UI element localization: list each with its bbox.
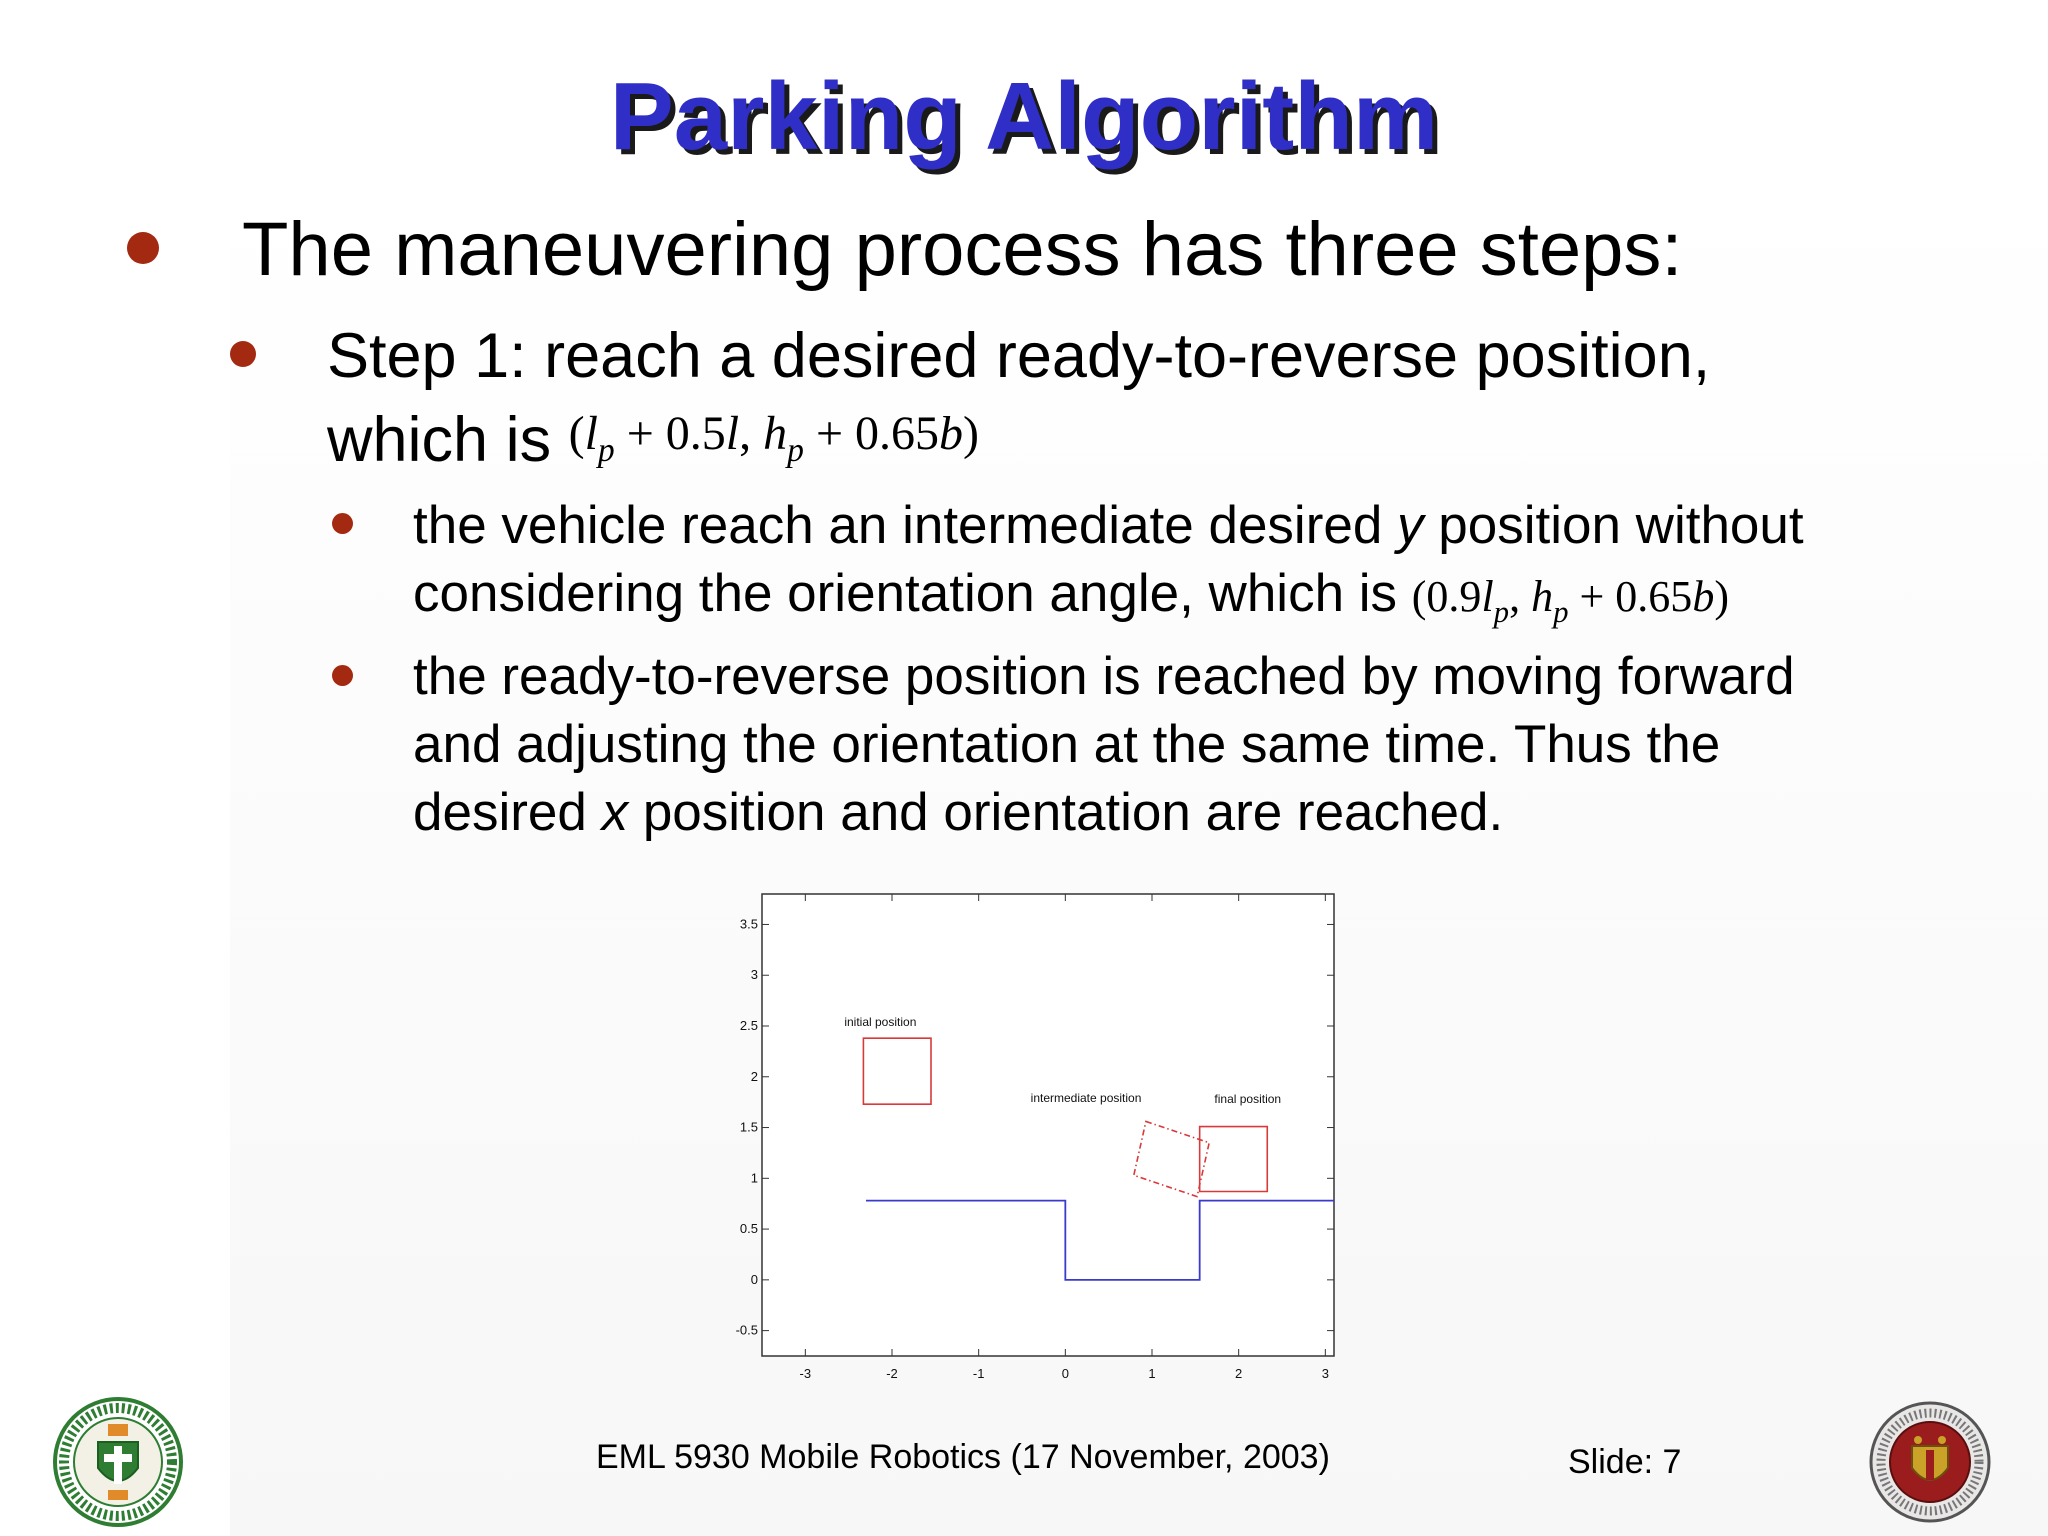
right-university-logo [1868, 1400, 1992, 1524]
chart-annotation: initial position [844, 1015, 917, 1029]
y-tick-label: 2 [750, 1068, 758, 1084]
bullet-marker [230, 341, 256, 367]
sub1-formula: ($0.9l_p$, $h_p + 0.65b$) [1411, 572, 1729, 629]
sub2-line1: the ready-to-reverse position is reached by moving forward [413, 647, 1795, 706]
x-tick-label: -2 [886, 1366, 898, 1381]
famu-seal-icon [52, 1396, 184, 1528]
step1-line1: Step 1: reach a desired ready-to-reverse position, [327, 321, 1711, 391]
slide-title: Parking Algorithm [609, 63, 1439, 170]
x-tick-label: 1 [1148, 1366, 1156, 1381]
step1-line2 [327, 404, 979, 482]
x-tick-label: 3 [1321, 1366, 1329, 1381]
sub1-line1: the vehicle reach an intermediate desired y position without [413, 496, 1804, 555]
sub2-line2: and adjusting the orientation at the same time. Thus the [413, 715, 1721, 774]
parking-chart [700, 880, 1360, 1381]
footer-slide-number: Slide: 7 [1568, 1443, 1682, 1481]
step1-prefix: which is [327, 405, 552, 475]
x-tick-label: 2 [1235, 1366, 1243, 1381]
x-tick-label: -1 [972, 1366, 985, 1381]
y-tick-label: -0.5 [735, 1322, 758, 1338]
chart-annotation: final position [1214, 1092, 1282, 1107]
y-tick-label: 0 [750, 1271, 758, 1287]
sub1-line2: considering the orientation angle, which is ($0.9l_p$, $h_p + 0.65b$) [413, 564, 1729, 629]
x-tick-label: -3 [799, 1366, 812, 1381]
y-tick-label: 0.5 [739, 1221, 758, 1237]
y-tick-label: 1.5 [739, 1119, 758, 1135]
y-tick-label: 1 [750, 1170, 758, 1186]
bullet-marker [332, 513, 353, 534]
step1-formula: ($l_p + 0.5l$, $h_p + 0.65b$) [568, 407, 979, 469]
bullet-marker [127, 232, 159, 264]
y-tick-label: 3 [750, 967, 758, 983]
x-tick-label: 0 [1061, 1366, 1069, 1381]
sub2-line3: desired x position and orientation are reached. [413, 783, 1504, 842]
bullet-main-text: The maneuvering process has three steps: [242, 207, 1683, 292]
bullet-marker [332, 665, 353, 686]
chart-annotation: intermediate position [1030, 1091, 1142, 1106]
footer-course: EML 5930 Mobile Robotics (17 November, 2003) [596, 1438, 1330, 1476]
fsu-seal-icon [1868, 1400, 1992, 1524]
plot-frame [762, 894, 1334, 1356]
y-tick-label: 3.5 [739, 916, 758, 932]
y-tick-label: 2.5 [739, 1018, 758, 1033]
left-university-logo [52, 1396, 184, 1528]
